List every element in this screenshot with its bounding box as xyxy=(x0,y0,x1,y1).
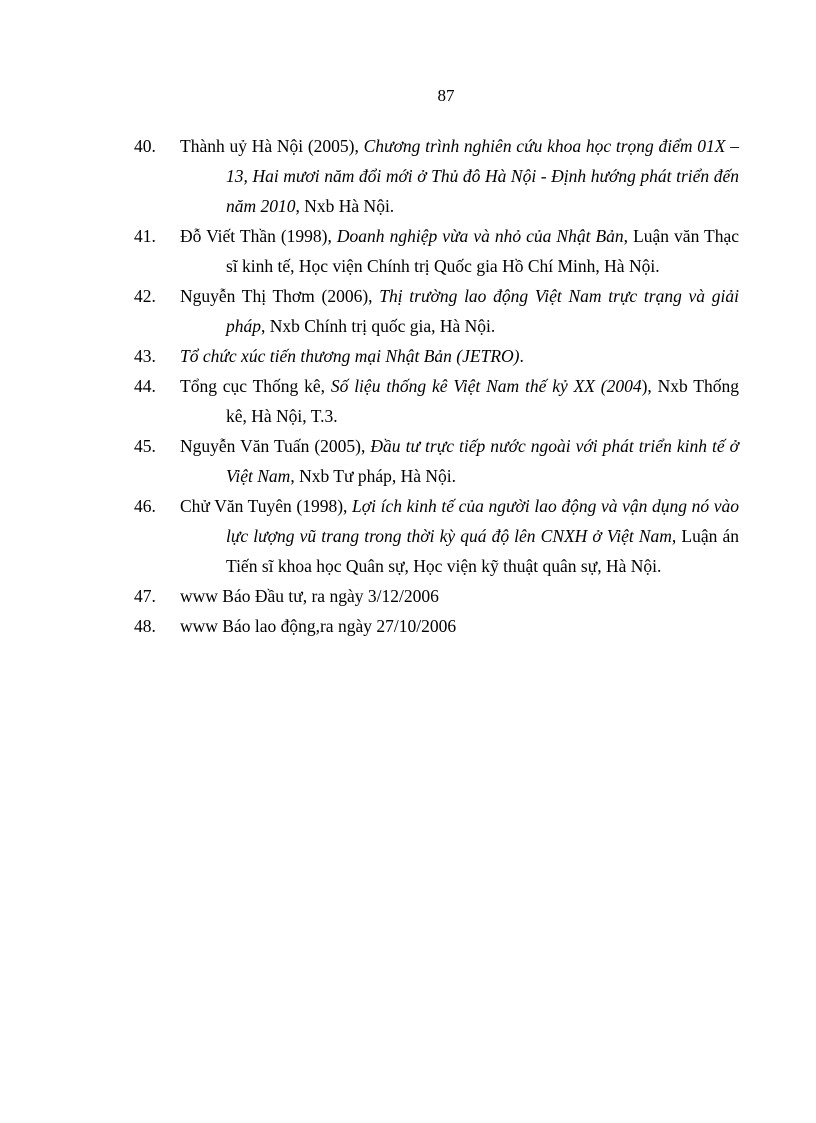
reference-item-41 xyxy=(134,221,739,281)
reference-item-43 xyxy=(134,341,739,371)
reference-list xyxy=(134,131,739,641)
reference-author: Nguyễn Văn Tuấn (2005), xyxy=(180,436,371,456)
reference-text xyxy=(134,281,739,341)
page-number: 87 xyxy=(437,86,455,105)
reference-text xyxy=(134,491,739,581)
reference-number: 46. xyxy=(134,496,156,516)
reference-text xyxy=(134,221,739,281)
reference-title: Lợi ích kinh tế của người lao động và vận dụng nó vào lực lượng vũ trang trong thời kỳ quá độ lên CNXH ở Việt Nam xyxy=(226,496,739,546)
reference-number: 40. xyxy=(134,136,156,156)
reference-author: www Báo lao động,ra ngày 27/10/2006 xyxy=(180,616,457,636)
reference-text xyxy=(134,371,739,431)
reference-author: Chử Văn Tuyên (1998), xyxy=(180,496,353,516)
reference-item-47 xyxy=(134,581,739,611)
reference-number: 47. xyxy=(134,586,156,606)
reference-author: Tổng cục Thống kê, xyxy=(180,376,331,396)
reference-number: 41. xyxy=(134,226,156,246)
reference-publisher: , Luận văn Thạc sĩ kinh tế, Học viện Chính trị Quốc gia Hồ Chí Minh, Hà Nội. xyxy=(226,226,739,276)
reference-text xyxy=(134,131,739,221)
reference-publisher: ), Nxb Thống kê, Hà Nội, T.3. xyxy=(226,376,740,426)
reference-title: Doanh nghiệp vừa và nhỏ của Nhật Bản xyxy=(336,226,624,246)
reference-number: 43. xyxy=(134,346,156,366)
reference-item-44 xyxy=(134,371,739,431)
reference-item-40 xyxy=(134,131,739,221)
reference-text xyxy=(134,581,739,611)
reference-author: Nguyễn Thị Thơm (2006), xyxy=(180,286,380,306)
reference-title: Đầu tư trực tiếp nước ngoài với phát triển kinh tế ở Việt Nam xyxy=(226,436,739,486)
reference-publisher: , Nxb Hà Nội. xyxy=(295,196,395,216)
reference-text xyxy=(134,611,739,641)
reference-text xyxy=(134,431,739,491)
reference-number: 42. xyxy=(134,286,156,306)
reference-item-46 xyxy=(134,491,739,581)
reference-publisher: . xyxy=(519,346,524,366)
reference-publisher: , Nxb Tư pháp, Hà Nội. xyxy=(290,466,456,486)
reference-number: 48. xyxy=(134,616,156,636)
reference-title: Thị trường lao động Việt Nam trực trạng và giải pháp xyxy=(226,286,739,336)
reference-publisher: , Luận án Tiến sĩ khoa học Quân sự, Học viện kỹ thuật quân sự, Hà Nội. xyxy=(226,526,739,576)
reference-title: Tổ chức xúc tiến thương mại Nhật Bản (JETRO) xyxy=(180,346,520,366)
reference-title: Số liệu thống kê Việt Nam thế kỷ XX (2004 xyxy=(330,376,642,396)
reference-text xyxy=(134,341,739,371)
reference-author: Đỗ Viết Thần (1998), xyxy=(180,226,337,246)
reference-item-42 xyxy=(134,281,739,341)
reference-author: Thành uỷ Hà Nội (2005), xyxy=(180,136,364,156)
reference-title: Chương trình nghiên cứu khoa học trọng điểm 01X – 13, Hai mươi năm đổi mới ở Thủ đô Hà Nội - Định hướng phát triển đến năm 2010 xyxy=(226,136,739,216)
reference-number: 44. xyxy=(134,376,156,396)
reference-item-48 xyxy=(134,611,739,641)
reference-number: 45. xyxy=(134,436,156,456)
reference-author: www Báo Đầu tư, ra ngày 3/12/2006 xyxy=(180,586,439,606)
reference-publisher: , Nxb Chính trị quốc gia, Hà Nội. xyxy=(261,316,496,336)
reference-item-45 xyxy=(134,431,739,491)
